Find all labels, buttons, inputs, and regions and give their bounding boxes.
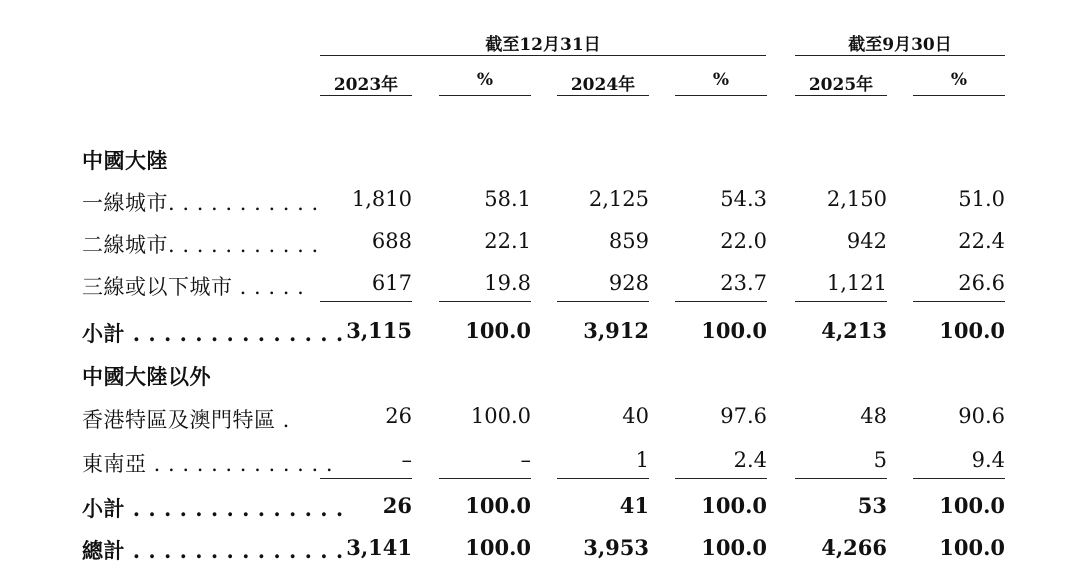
cell: 40 <box>622 404 649 428</box>
subtotal-rule <box>795 301 887 302</box>
cell: 19.8 <box>484 271 531 295</box>
cell: 1,121 <box>826 271 887 295</box>
cell: 100.0 <box>939 318 1005 343</box>
cell: 9.4 <box>971 448 1005 472</box>
cell: 22.1 <box>484 229 531 253</box>
col-header-pct-2023: % <box>476 70 494 90</box>
cell: 688 <box>371 229 412 253</box>
cell: 53 <box>857 493 887 518</box>
cell: 26 <box>385 404 412 428</box>
cell: 100.0 <box>939 535 1005 560</box>
col-header-rule <box>913 95 1005 96</box>
cell: 22.4 <box>958 229 1005 253</box>
header-group-dec31-rule <box>320 55 766 56</box>
cell: 3,953 <box>583 535 649 560</box>
cell: 2.4 <box>733 448 767 472</box>
row-label-hk-macau: 香港特區及澳門特區 . <box>82 408 290 432</box>
subtotal-rule <box>795 478 887 479</box>
cell: 48 <box>860 404 887 428</box>
subtotal-rule <box>439 478 531 479</box>
row-label-tier2: 二線城市. . . . . . . . . . . <box>82 233 319 257</box>
cell: 2,150 <box>826 187 887 211</box>
cell: 100.0 <box>465 493 531 518</box>
cell: 1,810 <box>351 187 412 211</box>
cell: 22.0 <box>720 229 767 253</box>
cell: 3,912 <box>583 318 649 343</box>
cell: 97.6 <box>720 404 767 428</box>
subtotal-rule <box>557 301 649 302</box>
section-title-mainland: 中國大陸 <box>82 148 168 173</box>
cell: 54.3 <box>720 187 767 211</box>
subtotal-rule <box>913 301 1005 302</box>
row-label-tier1: 一線城市. . . . . . . . . . . <box>82 191 319 215</box>
cell: 2,125 <box>588 187 649 211</box>
subtotal-rule <box>320 301 412 302</box>
cell: 100.0 <box>701 535 767 560</box>
cell: 1 <box>635 448 649 472</box>
col-header-2024: 2024年 <box>570 75 636 95</box>
cell: 100.0 <box>465 535 531 560</box>
cell: 90.6 <box>958 404 1005 428</box>
cell: – <box>401 448 412 472</box>
col-header-pct-2025: % <box>950 70 968 90</box>
header-group-dec31: 截至12月31日 <box>485 35 601 55</box>
row-label-subtotal-mainland: 小計 . . . . . . . . . . . . . . <box>82 321 344 346</box>
col-header-2023: 2023年 <box>333 75 399 95</box>
row-label-tier3: 三線或以下城市 . . . . . <box>82 275 305 299</box>
cell: 100.0 <box>701 318 767 343</box>
cell: 26 <box>382 493 412 518</box>
cell: 4,213 <box>821 318 887 343</box>
cell: 3,115 <box>346 318 412 343</box>
cell: 5 <box>873 448 887 472</box>
col-header-rule <box>439 95 531 96</box>
cell: 100.0 <box>465 318 531 343</box>
header-group-sep30: 截至9月30日 <box>848 35 952 55</box>
section-title-outside: 中國大陸以外 <box>82 364 211 389</box>
header-group-sep30-rule <box>795 55 1005 56</box>
cell: 942 <box>846 229 887 253</box>
row-label-subtotal-outside: 小計 . . . . . . . . . . . . . . <box>82 496 344 521</box>
cell: 26.6 <box>958 271 1005 295</box>
subtotal-rule <box>913 478 1005 479</box>
cell: 100.0 <box>701 493 767 518</box>
cell: 617 <box>371 271 412 295</box>
cell: 928 <box>608 271 649 295</box>
cell: 3,141 <box>346 535 412 560</box>
subtotal-rule <box>320 478 412 479</box>
row-label-grand-total: 總計 . . . . . . . . . . . . . . <box>82 538 344 563</box>
cell: 51.0 <box>958 187 1005 211</box>
subtotal-rule <box>675 478 767 479</box>
col-header-rule <box>557 95 649 96</box>
row-label-southeast-asia: 東南亞 . . . . . . . . . . . . . <box>82 452 334 476</box>
cell: 41 <box>619 493 649 518</box>
subtotal-rule <box>675 301 767 302</box>
col-header-2025: 2025年 <box>808 75 874 95</box>
cell: 859 <box>608 229 649 253</box>
subtotal-rule <box>439 301 531 302</box>
cell: 23.7 <box>720 271 767 295</box>
cell: 100.0 <box>470 404 531 428</box>
subtotal-rule <box>557 478 649 479</box>
cell: 4,266 <box>821 535 887 560</box>
col-header-rule <box>675 95 767 96</box>
col-header-rule <box>795 95 887 96</box>
col-header-rule <box>320 95 412 96</box>
cell: – <box>520 448 531 472</box>
col-header-pct-2024: % <box>712 70 730 90</box>
cell: 100.0 <box>939 493 1005 518</box>
cell: 58.1 <box>484 187 531 211</box>
